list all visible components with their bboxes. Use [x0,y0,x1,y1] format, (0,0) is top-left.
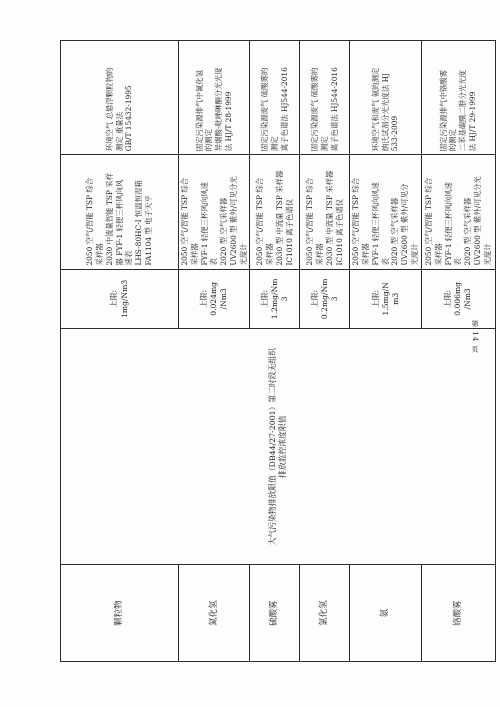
limit-cell [300,269,350,329]
equipment-line: 表 [209,258,219,266]
equipment-line: 2020 型 空气采样器 [219,197,229,266]
method-line: 法 HJ/T 29-1999 [467,91,477,152]
equipment-line: 速表 [124,250,134,266]
equipment-line: 表 [453,258,463,266]
method-line: 533-2009 [390,115,400,152]
equipment-cell [179,155,250,269]
monitoring-table [60,40,496,662]
method-line: 二苯基碳酰二肼分光光度 [458,69,468,152]
method-line: 法 HJ/T 28-1999 [223,91,233,152]
equipment-line: 光度计 [409,243,419,266]
equipment-line: IC1010 离子色谱仪 [334,198,344,266]
equipment-line: 采样器 [361,243,371,266]
equipment-cell [250,155,300,269]
method-cell [300,41,350,155]
limit-line: 0.006mg [453,281,463,316]
equipment-cell [300,155,350,269]
equipment-line: 2020 型 空气采样器 [390,197,400,266]
limit-cell [179,269,250,329]
equipment-line: 光度计 [482,243,492,266]
equipment-line: 2050 空气/智能 TSP 综合 [351,177,361,266]
method-line: 固定污染源排气中铬酸雾 [438,69,448,152]
equipment-line: 器 FYF-1 轻便三杯风向风 [114,179,124,266]
equipment-line: UV2600 型 紫外/可见分 [400,183,410,266]
equipment-line: 2050 空气/智能 TSP 综合 [255,177,265,266]
equipment-line: IC1010 离子色谱仪 [284,198,294,266]
limit-cell [421,269,495,329]
equipment-line: UV2600 型 紫外/可见分光 [228,176,238,266]
equipment-line: 采样器 [189,243,199,266]
equipment-line: 2050 空气/智能 TSP 综合 [180,177,189,266]
equipment-cell [350,155,421,269]
method-line: 测定 [319,136,329,152]
equipment-line: 2020 型 空气采样器 [463,197,473,266]
limit-line: 上限: [199,289,209,308]
equipment-line: 采样器 [265,243,275,266]
pollutant-cell: 硫酸雾 [250,565,300,662]
limit-line: /Nm3 [219,288,229,310]
equipment-line: FYF-1 轻便三杯风向风速 [370,182,380,266]
equipment-line: 2050 空气/智能 TSP 综合 [305,177,315,266]
standard-cell: 大气污染物排放限值（DB44/27-2001）第二时段无组织排放监控浓度限值 [61,329,496,565]
pollutant-cell: 氨 [350,565,421,662]
equipment-line: 采样器 [95,243,105,266]
method-cell [421,41,495,155]
pollutant-cell: 颗粒物 [61,565,179,662]
limit-line: 上限: [109,289,119,308]
equipment-line: FYF-1 轻便三杯风向风速 [199,182,209,266]
equipment-line: 光度计 [238,243,248,266]
equipment-line: 2030 型 中流量 TSP 采样器 [324,170,334,266]
table-row [61,41,179,662]
equipment-line: 2030 型 中流量 TSP 采样器 [274,170,284,266]
equipment-line: 2050 空气/智能 TSP 综合 [424,177,434,266]
limit-line: 0.2mg/Nm [319,278,329,320]
pollutant-cell: 铬酸雾 [421,565,495,662]
limit-cell [350,269,421,329]
limit-line: /Nm3 [463,288,473,310]
limit-line: 上限: [443,289,453,308]
method-line: 离子色谱法 HJ544-2016 [329,67,339,152]
limit-line: m3 [390,292,400,305]
limit-line: 1.2mg/Nm [269,278,279,320]
method-line: 的测定 [448,129,458,152]
equipment-line: 2030 中流量智能 TSP 采样 [104,172,114,266]
equipment-cell [421,155,495,269]
equipment-cell [61,155,179,269]
method-line: GB/T 15432-1995 [124,85,134,152]
method-line: 固定污染源废气 硫酸雾的 [310,67,320,152]
equipment-line: FA1104 型 电子天平 [143,195,153,266]
method-line: 离子色谱法 HJ544-2016 [279,67,289,152]
limit-line: 3 [279,296,289,302]
pollutant-cell: 氮化氢 [179,565,250,662]
equipment-line: UV2600 型 紫外/可见分光 [472,176,482,266]
method-cell [350,41,421,155]
method-line: 的测定 [204,129,214,152]
method-cell [61,41,179,155]
equipment-line: FYF-1 轻便三杯风向风速 [443,182,453,266]
limit-cell [250,269,300,329]
method-line: 测定 重量法 [114,111,124,152]
method-cell [179,41,250,155]
limit-line: 1mg/Nm3 [119,279,129,318]
limit-line: 上限: [309,289,319,308]
limit-line: 上限: [370,289,380,308]
equipment-line: 表 [380,258,390,266]
limit-line: 1.5mg/N [380,282,390,316]
equipment-line: 采样器 [315,243,325,266]
method-line: 环境空气 总悬浮颗粒物的 [104,67,114,152]
limit-cell [61,269,179,329]
limit-line: 0.024mg [209,281,219,316]
method-cell [250,41,300,155]
equipment-line: LHS-80HC-I 恒温恒湿箱 [134,180,144,266]
page-number: 第 14 页 [471,320,479,354]
method-line: 固定污染源废气 硫酸雾的 [260,67,270,152]
method-line: 固定污染源排气中氰化氢 [194,69,204,152]
method-line: 异烟酸-吡唑啉酮分光光度 [214,67,224,152]
method-line: 测定 [269,136,279,152]
method-line: 纳氏试剂分光光度法 HJ [380,73,390,152]
equipment-line: 2050 空气/智能 TSP 综合 [85,177,95,266]
equipment-line: 采样器 [433,243,443,266]
limit-line: 上限: [259,289,269,308]
pollutant-cell: 氯化氢 [300,565,350,662]
limit-line: 3 [329,296,339,302]
method-line: 环境空气和废气 氨的测定 [370,67,380,152]
